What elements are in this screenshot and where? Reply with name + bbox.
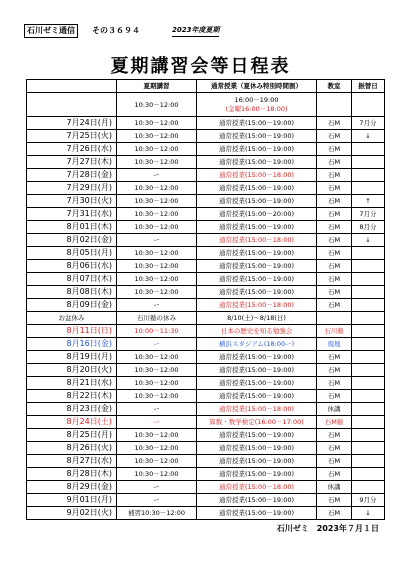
cell-makeup — [352, 442, 385, 455]
cell-date: 7月29日(月) — [27, 182, 117, 195]
cell-room: 石M — [317, 351, 352, 364]
cell-regular: 通常授業(15:00－19:00) — [197, 507, 317, 520]
cell-summer: 10:30－12:00 — [117, 260, 197, 273]
table-row — [27, 442, 385, 455]
cell-room: 石M — [317, 169, 352, 182]
cell-makeup — [352, 325, 385, 338]
cell-summer: 10:30－12:00 — [117, 364, 197, 377]
newsletter-label: 石川ゼミ通信 — [24, 24, 78, 38]
cell-regular — [197, 93, 317, 117]
cell-summer: 10:30－12:00 — [117, 442, 197, 455]
footer-signature: 石川ゼミ 2023年７月１日 — [276, 524, 379, 533]
cell-summer: 10:30－12:00 — [117, 221, 197, 234]
issue-number: その３６９４ — [92, 26, 140, 35]
cell-room: 石M — [317, 221, 352, 234]
cell-regular: 横浜スタジアム(18:00ー) — [197, 338, 317, 351]
table-row — [27, 351, 385, 364]
cell-summer: 10:30－12:00 — [117, 455, 197, 468]
cell-regular: 通常授業(15:00－18:00) — [197, 403, 317, 416]
table-row — [27, 117, 385, 130]
cell-makeup: 7月分 — [352, 117, 385, 130]
col-header-makeup: 振替日 — [352, 80, 385, 93]
table-row — [27, 260, 385, 273]
cell-date: 7月25日(火) — [27, 130, 117, 143]
cell-makeup — [352, 93, 385, 117]
cell-summer: 10:30－12:00 — [117, 468, 197, 481]
year-label: 2023年度夏期 — [172, 25, 219, 37]
cell-summer: 石川塾の休み — [117, 312, 197, 325]
table-row — [27, 494, 385, 507]
table-row — [27, 455, 385, 468]
cell-date: 8月23日(金) — [27, 403, 117, 416]
cell-date: 8月09日(金) — [27, 299, 117, 312]
cell-date: 8月21日(水) — [27, 377, 117, 390]
cell-summer: 10:30－12:00 — [117, 208, 197, 221]
cell-regular: 通常授業(15:00－19:00) — [197, 390, 317, 403]
cell-makeup: 9月分 — [352, 494, 385, 507]
col-header-room: 教室 — [317, 80, 352, 93]
page-title: 夏期講習会等日程表 — [110, 56, 291, 77]
cell-makeup: ↓ — [352, 507, 385, 520]
cell-date: 7月31日(水) — [27, 208, 117, 221]
cell-regular: 通常授業(15:00－19:00) — [197, 455, 317, 468]
cell-date: 9月02日(火) — [27, 507, 117, 520]
table-row — [27, 286, 385, 299]
cell-regular: 通常授業(15:00－19:00) — [197, 494, 317, 507]
cell-summer: ー — [117, 481, 197, 494]
cell-makeup — [352, 312, 385, 325]
cell-date: 8月11日(日) — [27, 325, 117, 338]
cell-room: 石M — [317, 156, 352, 169]
cell-room: 石M — [317, 299, 352, 312]
cell-summer: 10:30－12:00 — [117, 93, 197, 117]
cell-makeup — [352, 416, 385, 429]
cell-room: 石M — [317, 286, 352, 299]
cell-regular: 8/10(土)～8/18(日) — [197, 312, 317, 325]
table-header-row — [27, 80, 385, 93]
cell-date: 8月01日(木) — [27, 221, 117, 234]
cell-date: 8月08日(木) — [27, 286, 117, 299]
cell-makeup: 8月分 — [352, 221, 385, 234]
table-row — [27, 364, 385, 377]
cell-room: 石M塾 — [317, 416, 352, 429]
cell-makeup: 7月分 — [352, 208, 385, 221]
table-row — [27, 390, 385, 403]
cell-summer: 10:30－12:00 — [117, 130, 197, 143]
cell-makeup — [352, 156, 385, 169]
regular-hours: 16:00－19:00 — [234, 95, 279, 104]
cell-regular: 通常授業(15:00－19:00) — [197, 195, 317, 208]
cell-summer: 10:30－12:00 — [117, 247, 197, 260]
table-row — [27, 403, 385, 416]
table-row — [27, 195, 385, 208]
table-row — [27, 247, 385, 260]
table-row — [27, 273, 385, 286]
cell-date: 7月30日(火) — [27, 195, 117, 208]
table-row — [27, 299, 385, 312]
cell-regular: 通常授業(15:00－19:00) — [197, 260, 317, 273]
cell-makeup — [352, 481, 385, 494]
cell-summer: 10:30－12:00 — [117, 390, 197, 403]
cell-summer: 補習10:30－12:00 — [117, 507, 197, 520]
cell-summer: 10:30－12:00 — [117, 117, 197, 130]
cell-makeup — [352, 286, 385, 299]
cell-date: 8月06日(水) — [27, 260, 117, 273]
cell-date: 8月25日(月) — [27, 429, 117, 442]
cell-summer: 10:30－12:00 — [117, 143, 197, 156]
cell-summer: 10:30－12:00 — [117, 286, 197, 299]
cell-regular: 日本の歴史を知る勉強会 — [197, 325, 317, 338]
table-row — [27, 221, 385, 234]
cell-room — [317, 312, 352, 325]
cell-summer: 10:30－12:00 — [117, 182, 197, 195]
cell-date: お盆休み — [27, 312, 117, 325]
cell-date: 7月24日(月) — [27, 117, 117, 130]
cell-room: 石M — [317, 364, 352, 377]
cell-date: 8月24日(土) — [27, 416, 117, 429]
cell-room: 石M — [317, 234, 352, 247]
cell-room: 石M — [317, 468, 352, 481]
cell-regular: 通常授業(15:00－20:00) — [197, 208, 317, 221]
cell-date: 8月28日(木) — [27, 468, 117, 481]
table-row — [27, 507, 385, 520]
cell-regular: 通常授業(15:00－19:00) — [197, 247, 317, 260]
cell-date: 9月01日(月) — [27, 494, 117, 507]
cell-date: 8月07日(木) — [27, 273, 117, 286]
cell-summer: 10:30－12:00 — [117, 377, 197, 390]
regular-hours-friday: (金曜16:00－18:00) — [225, 104, 288, 113]
cell-date: 7月26日(水) — [27, 143, 117, 156]
cell-summer: ー — [117, 169, 197, 182]
cell-regular: 通常授業(15:00－19:00) — [197, 351, 317, 364]
cell-makeup: ↑ — [352, 195, 385, 208]
cell-room: 石M — [317, 260, 352, 273]
cell-summer: 10:30－12:00 — [117, 156, 197, 169]
cell-makeup: ↓ — [352, 234, 385, 247]
cell-room: 石M — [317, 208, 352, 221]
cell-makeup — [352, 338, 385, 351]
cell-room: 石M — [317, 494, 352, 507]
cell-regular: 通常授業(15:00－19:00) — [197, 117, 317, 130]
cell-regular: 算数・数学検定(16:00－17:00) — [197, 416, 317, 429]
cell-makeup — [352, 468, 385, 481]
cell-date: 8月22日(木) — [27, 390, 117, 403]
cell-makeup — [352, 364, 385, 377]
cell-makeup — [352, 143, 385, 156]
table-row — [27, 182, 385, 195]
cell-date: 8月20日(火) — [27, 364, 117, 377]
cell-room: 石M — [317, 143, 352, 156]
table-row — [27, 208, 385, 221]
cell-makeup — [352, 403, 385, 416]
cell-room: 石川塾 — [317, 325, 352, 338]
cell-summer: ー — [117, 416, 197, 429]
cell-date: 8月26日(火) — [27, 442, 117, 455]
cell-summer: ー — [117, 494, 197, 507]
cell-regular: 通常授業(15:00－19:00) — [197, 468, 317, 481]
col-header-summer: 夏期講習 — [117, 80, 197, 93]
cell-room: 石M — [317, 377, 352, 390]
cell-date — [27, 93, 117, 117]
cell-date: 8月05日(月) — [27, 247, 117, 260]
cell-room: 休講 — [317, 481, 352, 494]
cell-regular: 通常授業(15:00－19:00) — [197, 286, 317, 299]
cell-regular: 通常授業(15:00－19:00) — [197, 377, 317, 390]
table-row — [27, 156, 385, 169]
table-row — [27, 338, 385, 351]
cell-room: 石M — [317, 273, 352, 286]
cell-room — [317, 93, 352, 117]
cell-date: 8月02日(金) — [27, 234, 117, 247]
cell-regular: 通常授業(15:00－19:00) — [197, 130, 317, 143]
cell-summer: 10:30－12:00 — [117, 273, 197, 286]
cell-makeup — [352, 169, 385, 182]
table-row — [27, 429, 385, 442]
cell-regular: 通常授業(15:00－19:00) — [197, 429, 317, 442]
table-row — [27, 169, 385, 182]
cell-summer: ー — [117, 234, 197, 247]
cell-room: 石M — [317, 455, 352, 468]
cell-summer: ー — [117, 299, 197, 312]
cell-room: 石M — [317, 195, 352, 208]
table-row — [27, 468, 385, 481]
cell-regular: 通常授業(15:00－18:00) — [197, 169, 317, 182]
cell-makeup — [352, 455, 385, 468]
cell-summer: ー — [117, 403, 197, 416]
cell-makeup — [352, 299, 385, 312]
cell-room: 石M — [317, 442, 352, 455]
table-row — [27, 312, 385, 325]
cell-makeup — [352, 260, 385, 273]
cell-summer: 10:30－12:00 — [117, 429, 197, 442]
cell-regular: 通常授業(15:00－19:00) — [197, 156, 317, 169]
cell-summer: 10:00－11:30 — [117, 325, 197, 338]
cell-date: 8月29日(金) — [27, 481, 117, 494]
table-row — [27, 234, 385, 247]
cell-date: 7月27日(木) — [27, 156, 117, 169]
table-row-intro — [27, 93, 385, 117]
table-row — [27, 377, 385, 390]
cell-makeup — [352, 182, 385, 195]
cell-date: 8月16日(金) — [27, 338, 117, 351]
cell-summer: ー — [117, 338, 197, 351]
cell-regular: 通常授業(15:00－19:00) — [197, 273, 317, 286]
cell-makeup: ↓ — [352, 130, 385, 143]
table-row — [27, 325, 385, 338]
cell-makeup — [352, 377, 385, 390]
cell-date: 8月19日(月) — [27, 351, 117, 364]
table-row — [27, 481, 385, 494]
cell-date: 7月28日(金) — [27, 169, 117, 182]
cell-room: 石M — [317, 117, 352, 130]
cell-regular: 通常授業(15:00－19:00) — [197, 143, 317, 156]
table-row — [27, 143, 385, 156]
col-header-regular: 通常授業（夏休み特別時間割） — [197, 80, 317, 93]
cell-makeup — [352, 390, 385, 403]
cell-regular: 通常授業(15:00－19:00) — [197, 221, 317, 234]
cell-regular: 通常授業(15:00－19:00) — [197, 364, 317, 377]
cell-room: 休講 — [317, 403, 352, 416]
cell-regular: 通常授業(15:00－19:00) — [197, 182, 317, 195]
cell-room: 石M — [317, 247, 352, 260]
cell-room: 石M — [317, 429, 352, 442]
cell-regular: 通常授業(15:00－18:00) — [197, 299, 317, 312]
cell-room: 石M — [317, 182, 352, 195]
cell-room: 現地 — [317, 338, 352, 351]
cell-date: 8月27日(水) — [27, 455, 117, 468]
cell-room: 石M — [317, 507, 352, 520]
cell-makeup — [352, 429, 385, 442]
cell-regular: 通常授業(15:00－18:00) — [197, 481, 317, 494]
cell-summer: 10:30－12:00 — [117, 351, 197, 364]
cell-makeup — [352, 273, 385, 286]
cell-room: 石M — [317, 390, 352, 403]
cell-regular: 通常授業(15:00－19:00) — [197, 442, 317, 455]
schedule-table — [26, 79, 385, 520]
cell-summer: 10:30－12:00 — [117, 195, 197, 208]
col-header-date — [27, 80, 117, 93]
table-row — [27, 130, 385, 143]
cell-regular: 通常授業(15:00－18:00) — [197, 234, 317, 247]
cell-makeup — [352, 247, 385, 260]
newsletter-header — [24, 24, 384, 38]
cell-room: 石M — [317, 130, 352, 143]
cell-makeup — [352, 351, 385, 364]
table-row — [27, 416, 385, 429]
